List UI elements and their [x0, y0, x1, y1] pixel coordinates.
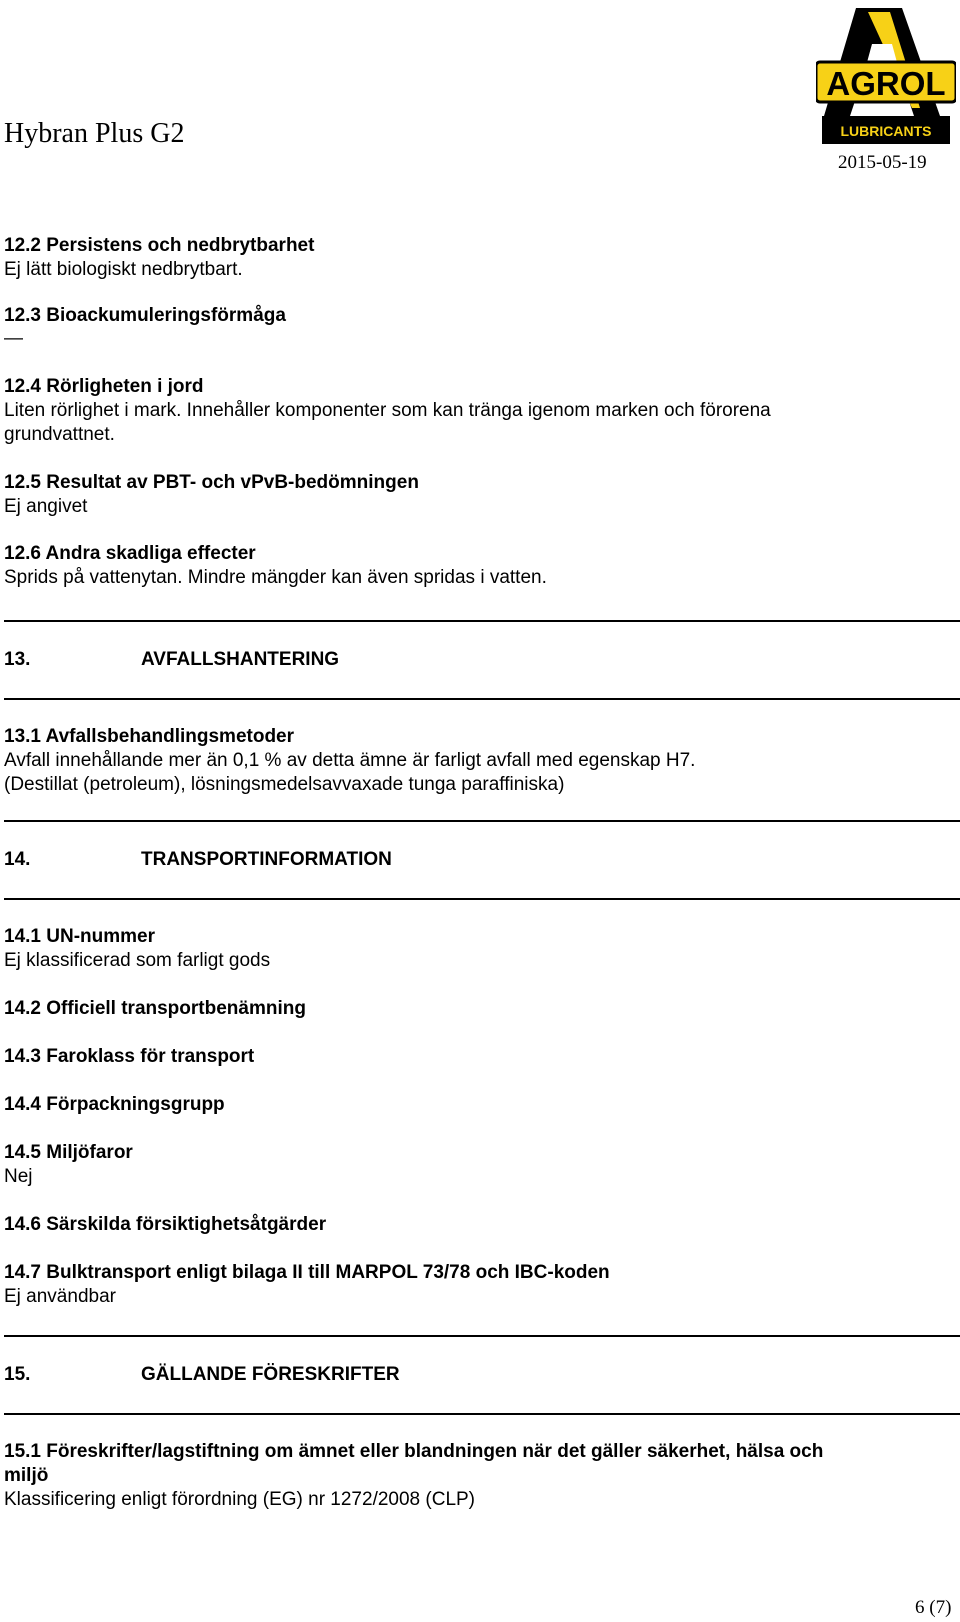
section-divider [4, 820, 960, 822]
section-divider [4, 1335, 960, 1337]
section-15-title: GÄLLANDE FÖRESKRIFTER [141, 1364, 400, 1385]
text-12-4-line2: grundvattnet. [4, 424, 115, 445]
section-13-title: AVFALLSHANTERING [141, 649, 340, 670]
document-date: 2015-05-19 [838, 152, 927, 173]
text-13-1-line1: Avfall innehållande mer än 0,1 % av detta ämne är farligt avfall med egenskap H7. [4, 750, 696, 771]
section-14-number: 14. [4, 849, 31, 870]
text-12-5: Ej angivet [4, 496, 88, 517]
text-12-6: Sprids på vattenytan. Mindre mängder kan även spridas i vatten. [4, 567, 547, 588]
page-number: 6 (7) [915, 1597, 952, 1618]
heading-12-6: 12.6 Andra skadliga effecter [4, 543, 256, 564]
agrol-logo [816, 4, 956, 148]
heading-14-2: 14.2 Officiell transportbenämning [4, 998, 306, 1019]
text-15-1: Klassificering enligt förordning (EG) nr 1272/2008 (CLP) [4, 1489, 476, 1510]
logo-text: AGROL [826, 65, 946, 102]
text-14-7: Ej användbar [4, 1286, 116, 1307]
heading-13-1: 13.1 Avfallsbehandlingsmetoder [4, 726, 295, 747]
heading-15-1-line1: 15.1 Föreskrifter/lagstiftning om ämnet eller blandningen när det gäller säkerhet, hälsa och [4, 1441, 824, 1462]
text-13-1-line2: (Destillat (petroleum), lösningsmedelsavvaxade tunga paraffiniska) [4, 774, 565, 795]
heading-12-4: 12.4 Rörligheten i jord [4, 376, 204, 397]
heading-15-1-line2: miljö [4, 1465, 49, 1486]
heading-14-4: 14.4 Förpackningsgrupp [4, 1094, 225, 1115]
section-14-title: TRANSPORTINFORMATION [141, 849, 392, 870]
section-divider [4, 620, 960, 622]
section-divider [4, 1413, 960, 1415]
text-14-1: Ej klassificerad som farligt gods [4, 950, 271, 971]
heading-12-5: 12.5 Resultat av PBT- och vPvB-bedömningen [4, 472, 419, 493]
heading-14-1: 14.1 UN-nummer [4, 926, 155, 947]
heading-14-3: 14.3 Faroklass för transport [4, 1046, 255, 1067]
document-title: Hybran Plus G2 [4, 118, 185, 149]
text-12-4-line1: Liten rörlighet i mark. Innehåller komponenter som kan tränga igenom marken och förorena [4, 400, 771, 421]
section-divider [4, 898, 960, 900]
section-divider [4, 698, 960, 700]
text-12-2: Ej lätt biologiskt nedbrytbart. [4, 259, 243, 280]
section-13-number: 13. [4, 649, 31, 670]
logo-subtext: LUBRICANTS [840, 123, 932, 139]
heading-12-3: 12.3 Bioackumuleringsförmåga [4, 305, 286, 326]
section-15-number: 15. [4, 1364, 31, 1385]
text-12-3: — [4, 328, 23, 349]
heading-14-7: 14.7 Bulktransport enligt bilaga II till MARPOL 73/78 och IBC-koden [4, 1262, 610, 1283]
heading-12-2: 12.2 Persistens och nedbrytbarhet [4, 235, 315, 256]
heading-14-5: 14.5 Miljöfaror [4, 1142, 133, 1163]
heading-14-6: 14.6 Särskilda försiktighetsåtgärder [4, 1214, 327, 1235]
text-14-5: Nej [4, 1166, 33, 1187]
